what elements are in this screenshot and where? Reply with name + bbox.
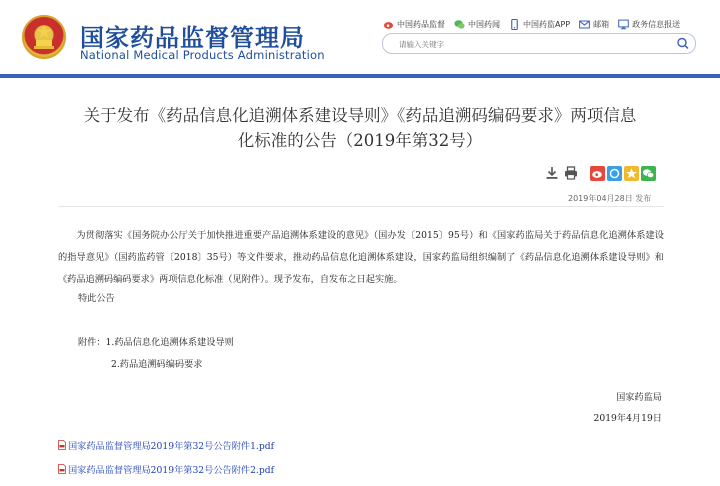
pdf-link-label[interactable]: 国家药品监督管理局2019年第32号公告附件1.pdf <box>68 441 275 452</box>
print-icon[interactable] <box>564 166 578 180</box>
pdf-link-2[interactable] <box>58 462 274 476</box>
share-weibo-icon[interactable] <box>590 166 605 181</box>
pdf-link-label[interactable]: 国家药品监督管理局2019年第32号公告附件2.pdf <box>68 465 275 476</box>
closing-notice: 特此公告 <box>78 293 115 304</box>
top-links-bar <box>383 19 680 30</box>
top-link-label: 中国药品监督 <box>397 20 445 29</box>
top-link-label: 中国药监APP <box>523 20 571 29</box>
top-link-report[interactable] <box>618 19 680 30</box>
top-link-weibo[interactable] <box>383 19 445 30</box>
share-qzone-icon[interactable] <box>607 166 622 181</box>
attachment-item-2: 2.药品追溯码编码要求 <box>111 359 203 370</box>
publish-date: 2019年04月28日 发布 <box>568 194 652 203</box>
article-title <box>30 103 690 153</box>
mail-icon <box>579 19 590 30</box>
content-divider <box>58 206 664 207</box>
search-input[interactable] <box>397 36 661 52</box>
monitor-icon <box>618 19 629 30</box>
issuer-signature: 国家药监局 <box>616 392 662 403</box>
wechat-icon <box>454 19 465 30</box>
site-title-cn[interactable]: 国家药品监督管理局 <box>80 24 305 52</box>
share-star-icon[interactable] <box>624 166 639 181</box>
top-link-app[interactable] <box>509 19 570 30</box>
article-title-line-2: 化标准的公告（2019年第32号） <box>237 131 483 150</box>
national-emblem-logo[interactable] <box>22 15 66 59</box>
mobile-icon <box>509 19 520 30</box>
article-title-line-1: 关于发布《药品信息化追溯体系建设导则》《药品追溯码编码要求》两项信息 <box>83 106 637 125</box>
share-wechat-icon[interactable] <box>641 166 656 181</box>
site-header <box>0 0 720 76</box>
weibo-icon <box>383 19 394 30</box>
search-box <box>382 33 696 54</box>
article-body: 为贯彻落实《国务院办公厅关于加快推进重要产品追溯体系建设的意见》（国办发〔2015〕95号）和《国家药监局关于药品信息化追溯体系建设的指导意见》（国药监药管〔2018〕35号）等文件要求，推动药品信息化追溯体系建设，国家药监局组织编制了《药品信息化追溯体系建设导则》和《药品追溯码编码要求》两项信息化标准（见附件）。现予发布，自发布之日起实施。 <box>58 230 664 285</box>
download-icon[interactable] <box>545 166 559 180</box>
top-link-label: 中国药闻 <box>468 20 500 29</box>
top-link-label: 邮箱 <box>593 20 610 29</box>
top-link-mail[interactable] <box>579 19 609 30</box>
issue-date: 2019年4月19日 <box>593 413 662 424</box>
search-icon[interactable] <box>675 36 691 51</box>
top-link-wechat[interactable] <box>454 19 500 30</box>
pdf-file-icon <box>58 440 66 450</box>
attachment-item-1: 附件：1.药品信息化追溯体系建设导则 <box>78 337 234 348</box>
pdf-file-icon <box>58 464 66 474</box>
site-title-en: National Medical Products Administration <box>80 48 325 62</box>
top-link-label: 政务信息报送 <box>632 20 681 29</box>
pdf-link-1[interactable] <box>58 438 274 452</box>
header-divider-bar <box>0 74 720 78</box>
